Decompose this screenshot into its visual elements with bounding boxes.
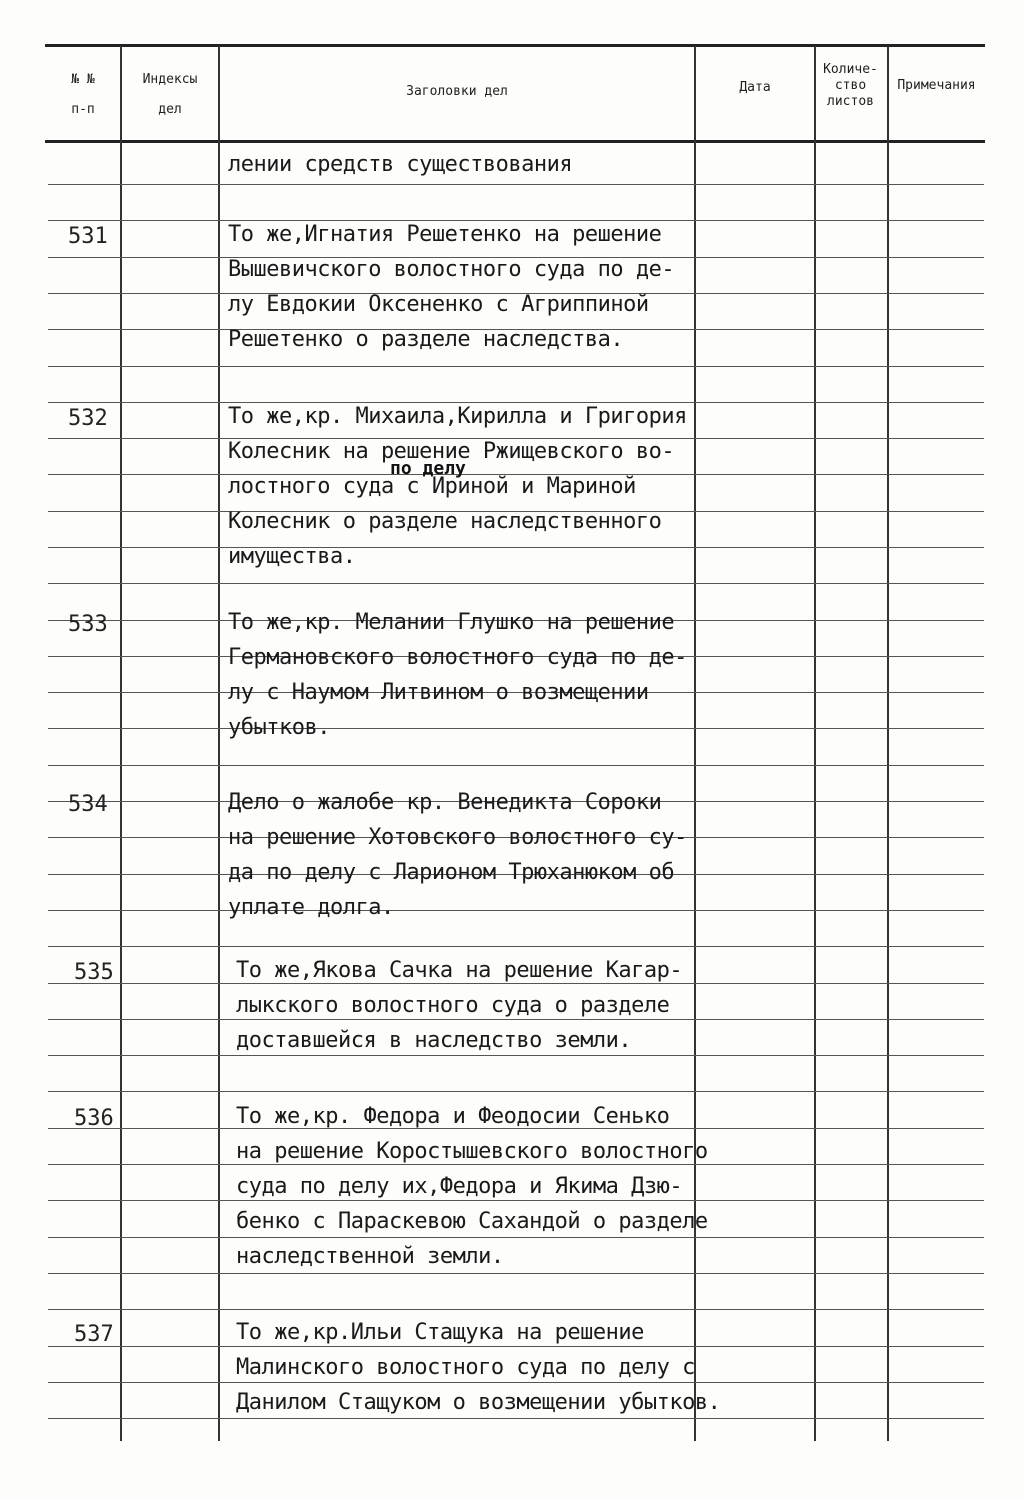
header-notes: Примечания — [897, 78, 976, 93]
entry-title-line: Решетенко о разделе наследства. — [228, 327, 624, 352]
entry-number: 533 — [68, 612, 108, 637]
header-index-label: Индексы — [142, 72, 198, 87]
top-border — [45, 44, 985, 47]
ruled-line — [48, 946, 984, 947]
entry-number: 534 — [68, 792, 108, 817]
header-date: Дата — [739, 80, 771, 95]
header-index — [122, 72, 218, 118]
ruled-line — [48, 983, 984, 984]
entry-number: 535 — [74, 960, 114, 985]
header-count — [814, 62, 887, 110]
entry-title-line: имущества. — [228, 544, 356, 569]
entry-title-line: лу с Наумом Литвином о возмещении — [228, 680, 649, 705]
header-index-sub: дел — [158, 102, 182, 117]
entry-number: 537 — [74, 1322, 114, 1347]
entry-title-line: То же,Якова Сачка на решение Кагар- — [236, 958, 683, 983]
ruled-line — [48, 583, 984, 584]
entry-number: 531 — [68, 224, 108, 249]
col-divider — [120, 46, 122, 1441]
entry-title-line: Вышевичского волостного суда по де- — [228, 257, 675, 282]
ruled-line — [48, 1273, 984, 1274]
entry-title-line: Дело о жалобе кр. Венедикта Сороки — [228, 790, 662, 815]
entry-title-line: бенко с Параскевою Сахандой о разделе — [236, 1209, 708, 1234]
ruled-line — [48, 1237, 984, 1238]
ruled-line — [48, 1019, 984, 1020]
header-border — [45, 140, 985, 143]
entry-title-line: Колесник о разделе наследственного — [228, 509, 662, 534]
entry-title-line: доставшейся в наследство земли. — [236, 1028, 632, 1053]
header-count-1: Количе- — [823, 62, 878, 77]
ruled-line — [48, 547, 984, 548]
entry-title-line: То же,кр. Федора и Феодосии Сенько — [236, 1104, 670, 1129]
entry-title-line: уплате долга. — [228, 895, 394, 920]
entry-number: 532 — [68, 406, 108, 431]
ruled-line — [48, 1200, 984, 1201]
entry-number: 536 — [74, 1106, 114, 1131]
entry-title-line: лении средств существования — [228, 152, 573, 177]
entry-title-line: суда по делу их,Федора и Якима Дзю- — [236, 1174, 683, 1199]
ruled-line — [48, 1055, 984, 1056]
ruled-line — [48, 402, 984, 403]
header-count-2: ство — [834, 78, 867, 93]
ruled-line — [48, 220, 984, 221]
entry-title-line: То же,кр.Ильи Стащука на решение — [236, 1320, 644, 1345]
header-titles: Заголовки дел — [406, 84, 508, 99]
ruled-line — [48, 366, 984, 367]
ruled-line — [48, 910, 984, 911]
entry-title-line: То же,Игнатия Решетенко на решение — [228, 222, 662, 247]
entry-title-line: наследственной земли. — [236, 1244, 504, 1269]
entry-title-line: убытков. — [228, 715, 330, 740]
ruled-line — [48, 1309, 984, 1310]
entry-title-line: на решение Коростышевского волостного — [236, 1139, 708, 1164]
entry-title-line: на решение Хотовского волостного су- — [228, 825, 687, 850]
header-num-label: № № — [71, 72, 95, 87]
entry-title-line: Малинского волостного суда по делу с — [236, 1355, 695, 1380]
entry-title-line: Данилом Стащуком о возмещении убытков. — [236, 1390, 721, 1415]
col-divider — [887, 46, 889, 1441]
entry-title-line: То же,кр. Мелании Глушко на решение — [228, 610, 675, 635]
ruled-line — [48, 1382, 984, 1383]
overstamp-text: по делу — [390, 458, 466, 479]
entry-title-line: лыкского волостного суда о разделе — [236, 993, 670, 1018]
entry-title-line: да по делу с Ларионом Трюханюком об — [228, 860, 675, 885]
entry-title-line: Колесник на решение Ржищевского во- — [228, 439, 675, 464]
ruled-line — [48, 765, 984, 766]
ruled-line — [48, 1091, 984, 1092]
ruled-line — [48, 1418, 984, 1419]
header-num-sub: п-п — [71, 102, 95, 117]
col-divider — [218, 46, 220, 1441]
ruled-line — [48, 728, 984, 729]
entry-title-line: лу Евдокии Оксененко с Агриппиной — [228, 292, 649, 317]
ruled-line — [48, 1346, 984, 1347]
entry-title-line: лостного суда с Ириной и Мариной — [228, 474, 636, 499]
ruled-line — [48, 1164, 984, 1165]
ruled-line — [48, 184, 984, 185]
header-num — [48, 72, 118, 118]
entry-title-line: Гермaновского волостного суда по де- — [228, 645, 687, 670]
header-count-3: листов — [827, 94, 874, 109]
entry-title-line: То же,кр. Михаила,Кирилла и Григория — [228, 404, 687, 429]
col-divider — [814, 46, 816, 1441]
